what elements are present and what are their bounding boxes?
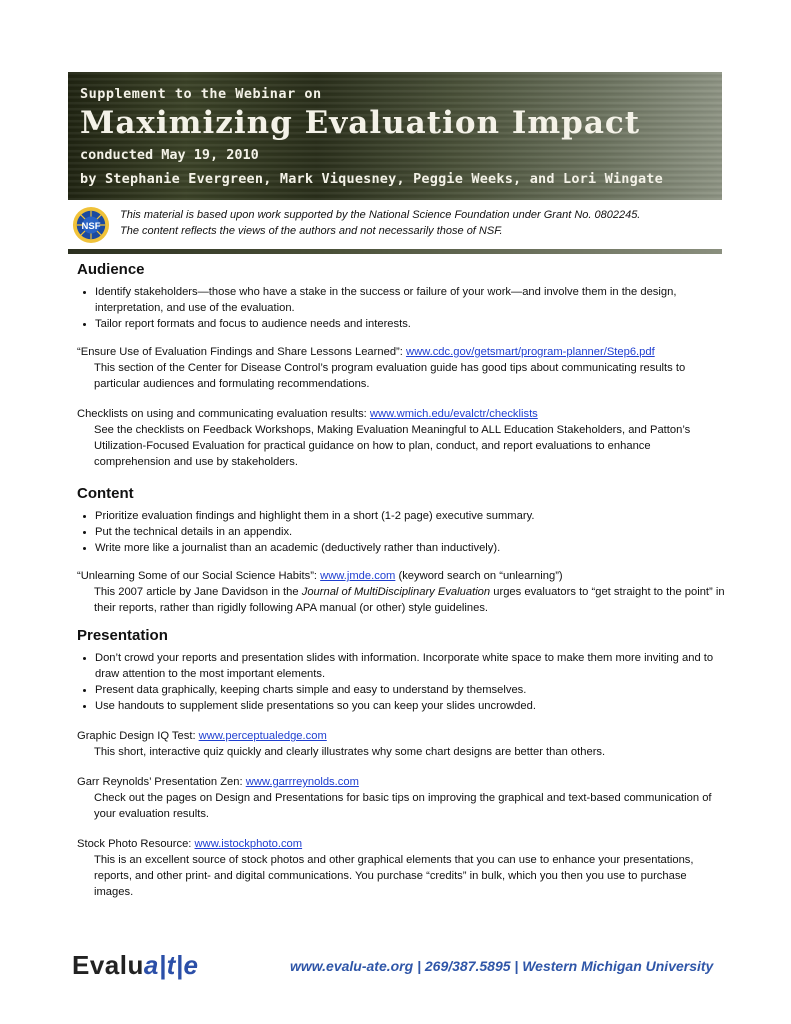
logo-text-italic: a|t|e: [143, 950, 199, 980]
description-text: urges evaluators to “get straight to the point” in their reports, rather than rigidly following APA manual (or other) style guidelines.: [94, 586, 725, 614]
content-bullets: [77, 508, 727, 556]
section-heading-content: Content: [77, 485, 134, 502]
resource-title: “Ensure Use of Evaluation Findings and Share Lessons Learned”:: [77, 346, 406, 358]
nsf-acknowledgement: [68, 204, 722, 246]
resource-description: This is an excellent source of stock photos and other graphical elements that you can use to enhance your presentations, reports, and other print- and digital communications. You purchase “credits” in bulk, which you then you use to purchase images.: [94, 854, 694, 898]
resource-istockphoto: [77, 836, 727, 900]
resource-jmde: [77, 568, 727, 616]
logo-text: Evalu: [72, 950, 144, 980]
banner-authors: by Stephanie Evergreen, Mark Viquesney, Peggie Weeks, and Lori Wingate: [80, 171, 663, 187]
resource-link-istockphoto[interactable]: www.istockphoto.com: [194, 838, 303, 850]
resource-link-garrreynolds[interactable]: www.garrreynolds.com: [245, 776, 359, 788]
list-item: • Write more like a journalist than an academic (deductively rather than inductively).: [95, 540, 727, 556]
resource-description: [77, 584, 727, 616]
page-footer: [72, 950, 722, 986]
resource-title: Checklists on using and communicating evaluation results:: [77, 408, 370, 420]
section-heading-audience: Audience: [77, 261, 145, 278]
nsf-logo-label: NSF: [81, 220, 101, 232]
resource-description: This section of the Center for Disease Control’s program evaluation guide has good tips about communicating results to particular audiences and formulating recommendations.: [94, 362, 686, 390]
resource-link-cdc[interactable]: www.cdc.gov/getsmart/program-planner/Step6.pdf: [405, 346, 655, 358]
resource-description: See the checklists on Feedback Workshops, Making Evaluation Meaningful to ALL Education Stakeholders, and Patton’s Utilization-Focused Evaluation for practical guidance on how to plan, conduct, and report evaluations to enhance comprehension and use by stakeholders.: [94, 424, 691, 468]
banner-supplement: Supplement to the Webinar on: [80, 86, 322, 102]
list-item: • Don’t crowd your reports and presentation slides with information. Incorporate white space to make them more inviting and to draw attention to the most important elements.: [95, 650, 727, 682]
resource-title: Stock Photo Resource:: [77, 838, 195, 850]
resource-link-perceptualedge[interactable]: www.perceptualedge.com: [198, 730, 327, 742]
list-item: • Put the technical details in an appendix.: [95, 524, 727, 540]
resource-title: Garr Reynolds’ Presentation Zen:: [77, 776, 246, 788]
evaluate-logo: [72, 950, 199, 981]
resource-wmich: [77, 406, 727, 470]
resource-note: (keyword search on “unlearning”): [395, 570, 563, 582]
nsf-line-1: This material is based upon work supported by the National Science Foundation under Grant No. 0802245.: [120, 209, 641, 221]
description-text: This 2007 article by Jane Davidson in the: [94, 586, 302, 598]
list-item: • Present data graphically, keeping charts simple and easy to understand by themselves.: [95, 682, 727, 698]
banner-date: conducted May 19, 2010: [80, 147, 259, 163]
audience-bullets: [77, 284, 727, 332]
resource-link-jmde[interactable]: www.jmde.com: [320, 570, 396, 582]
resource-title: “Unlearning Some of our Social Science Habits”:: [77, 570, 321, 582]
resource-perceptualedge: [77, 728, 727, 760]
footer-contact: www.evalu-ate.org | 269/387.5895 | Western Michigan University: [290, 958, 714, 974]
nsf-line-2: The content reflects the views of the authors and not necessarily those of NSF.: [120, 225, 503, 237]
banner-title: Maximizing Evaluation Impact: [80, 105, 641, 141]
resource-description: This short, interactive quiz quickly and clearly illustrates why some chart designs are better than others.: [94, 746, 606, 758]
presentation-bullets: [77, 650, 727, 714]
list-item: • Tailor report formats and focus to audience needs and interests.: [95, 316, 727, 332]
list-item: • Identify stakeholders—those who have a stake in the success or failure of your work—and involve them in the design, interpretation, and use of the evaluation.: [95, 284, 727, 316]
nsf-logo-icon: [72, 206, 110, 244]
resource-link-wmich[interactable]: www.wmich.edu/evalctr/checklists: [369, 408, 538, 420]
list-item: • Prioritize evaluation findings and highlight them in a short (1-2 page) executive summary.: [95, 508, 727, 524]
section-heading-presentation: Presentation: [77, 627, 168, 644]
main-content: [77, 262, 727, 900]
resource-cdc: [77, 344, 727, 392]
resource-title: Graphic Design IQ Test:: [77, 730, 199, 742]
journal-title: Journal of MultiDisciplinary Evaluation: [301, 586, 491, 598]
resource-garrreynolds: [77, 774, 727, 822]
list-item: • Use handouts to supplement slide presentations so you can keep your slides uncrowded.: [95, 698, 727, 714]
header-divider: [68, 249, 722, 254]
header-banner: [68, 72, 722, 200]
resource-description: Check out the pages on Design and Presentations for basic tips on improving the graphical and text-based communication of your evaluation results.: [94, 792, 712, 820]
